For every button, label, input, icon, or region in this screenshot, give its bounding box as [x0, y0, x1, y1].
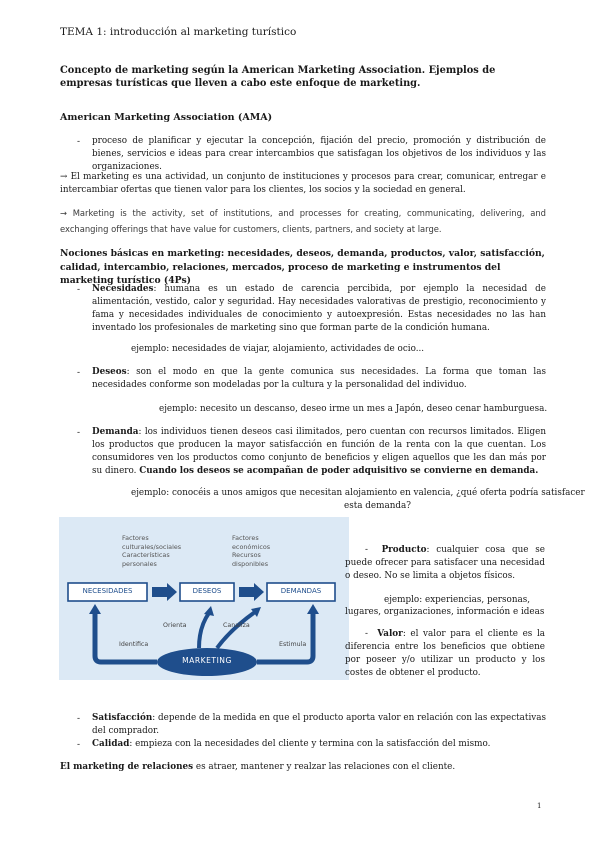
- producto-paragraph: [345, 544, 545, 583]
- bullet-dash: -: [365, 629, 368, 639]
- diagram-label: personales: [122, 559, 157, 568]
- demanda-example-line1: ejemplo: conocéis a unos amigos que necesitan alojamiento en valencia, ¿qué oferta podría satisfacer: [131, 488, 585, 498]
- demanda-term: Demanda: [92, 427, 139, 437]
- diagram-label: Características: [122, 551, 170, 560]
- ama-title: American Marketing Association (AMA): [60, 112, 273, 123]
- relaciones-text: es atraer, mantener y realzar las relaciones con el cliente.: [193, 762, 456, 772]
- diagram-label: Factores: [232, 534, 259, 542]
- valor-term: Valor: [377, 629, 403, 639]
- marketing-label: MARKETING: [182, 656, 232, 665]
- necesidades-paragraph: [92, 283, 546, 335]
- page-header: TEMA 1: introducción al marketing turístico: [60, 26, 297, 38]
- canaliza-arrow: [217, 612, 255, 648]
- necesidades-text: : humana es un estado de carencia percibida, por ejemplo la necesidad de alimentación, vestido, calor y seguridad. Hay necesidades valorativas de prestigio, reconocimiento y fama y necesidades individuales de conocimiento y autoexpresión. Estas necesidades no las han inventado los profesionales de marketing sino que forman parte de la condición humana.: [92, 284, 546, 333]
- page-number: 1: [537, 802, 542, 810]
- ama-definition: proceso de planificar y ejecutar la concepción, fijación del precio, promoción y distribución de bienes, servicios e ideas para crear intercambios que satisfagan los objetivos de los individuos y las organizaciones.: [92, 136, 546, 172]
- producto-term: Producto: [381, 545, 427, 555]
- bullet-dash: -: [77, 428, 81, 438]
- necesidades-label: NECESIDADES: [82, 587, 133, 595]
- producto-example-line2: lugares, organizaciones, información e ideas: [345, 607, 545, 617]
- arrow-up-icon: [307, 604, 319, 614]
- producto-text: : cualquier cosa que se puede ofrecer para satisfacer una necesidad o deseo. No se limita a objetos físicos.: [345, 545, 545, 581]
- demanda-paragraph: [92, 426, 546, 478]
- deseos-example: ejemplo: necesito un descanso, deseo irme un mes a Japón, deseo cenar hamburguesa.: [159, 404, 548, 414]
- nociones-title: Nociones básicas en marketing: necesidades, deseos, demanda, productos, valor, satisfacción, calidad, intercambio, relaciones, mercados, proceso de marketing e instrumentos del marketing turístico (4Ps): [60, 248, 545, 286]
- orienta-label: Orienta: [163, 622, 187, 629]
- producto-example-line1: ejemplo: experiencias, personas,: [384, 595, 531, 605]
- canaliza-label: Canaliza: [223, 622, 250, 629]
- demanda-text: : los individuos tienen deseos casi ilimitados, pero cuentan con recursos limitados. Eligen los productos que producen la mayor satisfacción en función de la renta con la que cuentan. Los consumidores ven los productos como conjunto de beneficios y eligen aquellos que les dan más por su dinero.: [92, 427, 546, 476]
- diagram-label: Factores: [122, 534, 149, 542]
- demanda-bold: Cuando los deseos se acompañan de poder adquisitivo se convierne en demanda.: [139, 466, 539, 476]
- demanda-example-line2: esta demanda?: [344, 501, 411, 511]
- diagram-label: culturales/sociales: [122, 542, 182, 551]
- arrow-up-icon: [204, 606, 214, 616]
- estimula-arrow: [257, 611, 313, 662]
- identifica-arrow: [95, 611, 157, 662]
- bullet-dash: -: [77, 714, 81, 724]
- satisfaccion-term: Satisfacción: [92, 713, 153, 723]
- orienta-arrow: [199, 613, 209, 648]
- relaciones-paragraph: [60, 761, 546, 774]
- factores-economicos: [232, 534, 270, 568]
- deseos-label: DESEOS: [192, 587, 222, 595]
- bullet-dash: -: [77, 137, 81, 147]
- calidad-paragraph: [92, 738, 546, 751]
- calidad-term: Calidad: [92, 739, 130, 749]
- arrow-up-icon: [89, 604, 101, 614]
- identifica-label: Identifica: [119, 641, 149, 648]
- bullet-dash: -: [77, 740, 81, 750]
- diagram-label: disponibles: [232, 559, 269, 568]
- diagram-label: Recursos: [232, 551, 261, 560]
- ama-definition-spanish: → El marketing es una actividad, un conjunto de instituciones y procesos para crear, comunicar, entregar e intercambiar ofertas que tienen valor para los clientes, los socios y la sociedad en general.: [60, 172, 546, 195]
- factores-culturales: [122, 534, 181, 568]
- satisfaccion-text: : depende de la medida en que el producto aporta valor en relación con las expectativas del comprador.: [92, 713, 546, 736]
- bullet-dash: -: [77, 285, 81, 295]
- valor-text: : el valor para el cliente es la diferencia entre los beneficios que obtiene por poseer y/o utilizar un producto y los costes de obtener el producto.: [345, 629, 545, 678]
- deseos-paragraph: [92, 366, 546, 392]
- marketing-diagram: [59, 517, 349, 680]
- arrow-right-icon: [239, 583, 264, 601]
- demandas-label: DEMANDAS: [280, 587, 322, 595]
- bullet-dash: -: [77, 368, 81, 378]
- section-heading: Concepto de marketing según la American Marketing Association. Ejemplos de empresas turísticas que lleven a cabo este enfoque de marketing.: [60, 65, 496, 89]
- ama-definition-english: → Marketing is the activity, set of institutions, and processes for creating, communicating, delivering, and exchanging offerings that have value for customers, clients, partners, and society at large.: [60, 208, 546, 234]
- valor-paragraph: [345, 628, 545, 680]
- bullet-dash: -: [365, 545, 368, 555]
- satisfaccion-paragraph: [92, 712, 546, 738]
- diagram-label: económicos: [232, 542, 271, 551]
- arrow-right-icon: [152, 583, 177, 601]
- estimula-label: Estimula: [279, 641, 307, 648]
- calidad-text: : empieza con la necesidades del cliente y termina con la satisfacción del mismo.: [129, 739, 491, 749]
- deseos-text: : son el modo en que la gente comunica sus necesidades. La forma que toman las necesidades conforme son modeladas por la cultura y la personalidad del individuo.: [92, 367, 546, 390]
- necesidades-example: ejemplo: necesidades de viajar, alojamiento, actividades de ocio...: [131, 344, 425, 354]
- necesidades-term: Necesidades: [92, 284, 154, 294]
- relaciones-term: El marketing de relaciones: [60, 762, 194, 772]
- deseos-term: Deseos: [92, 367, 127, 377]
